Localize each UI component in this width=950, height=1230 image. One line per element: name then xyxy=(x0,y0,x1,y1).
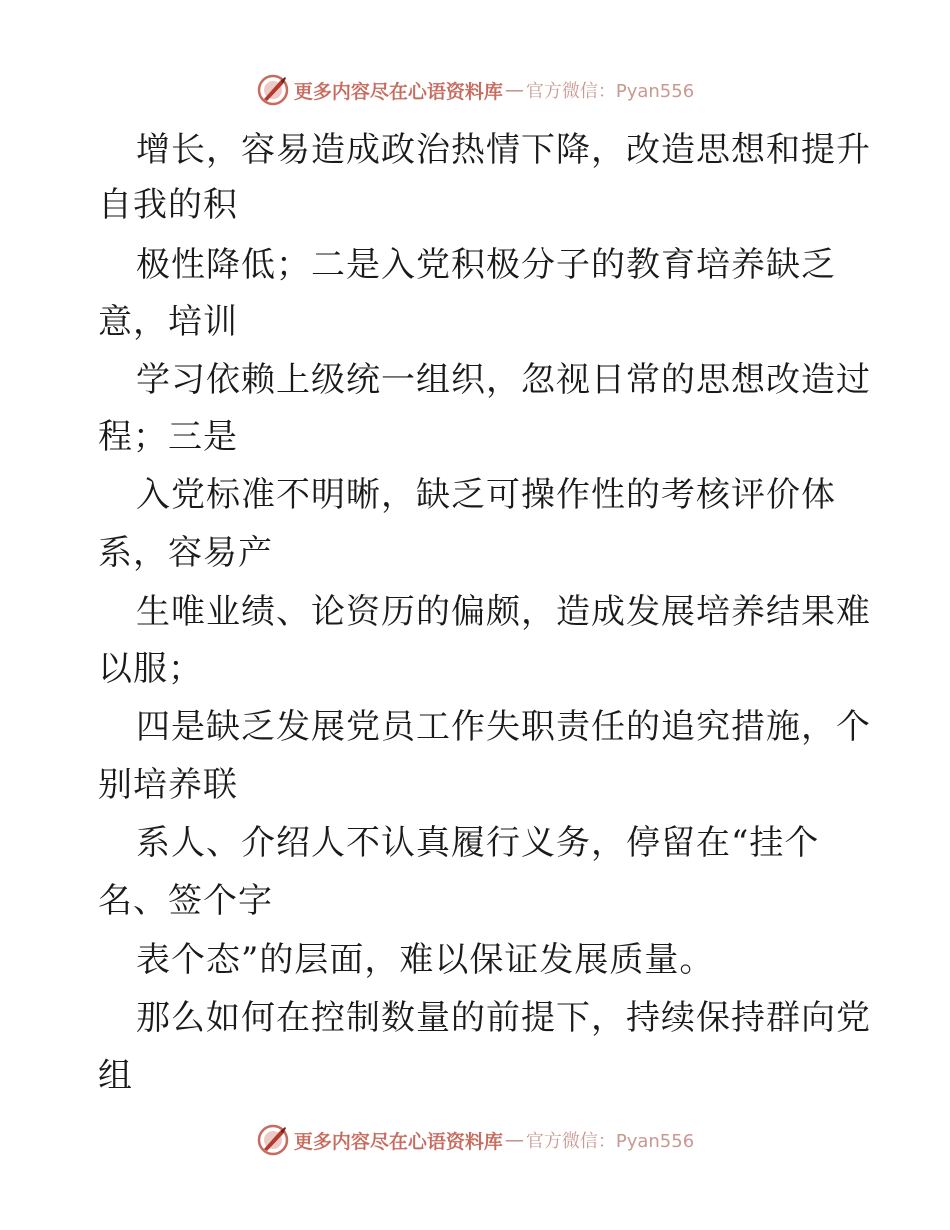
text-line: 表个态”的层面，难以保证发展质量。 xyxy=(136,940,715,980)
watermark-header xyxy=(0,70,950,110)
watermark-footer xyxy=(0,1120,950,1160)
quill-logo-icon xyxy=(256,73,290,107)
watermark-dash: — xyxy=(504,79,524,101)
watermark-main-text: 更多内容尽在心语资料库 xyxy=(293,80,503,103)
watermark-wechat-text: 官方微信：Pyan556 xyxy=(525,1131,695,1152)
text-line: 系，容易产 xyxy=(98,533,273,573)
text-line: 自我的积 xyxy=(98,185,238,225)
text-line: 以服； xyxy=(98,649,203,689)
text-line: 那么如何在控制数量的前提下，持续保持群向党 xyxy=(136,998,871,1038)
text-line: 学习依赖上级统一组织，忽视日常的思想改造过 xyxy=(136,360,871,400)
text-line: 四是缺乏发展党员工作失职责任的追究措施，个 xyxy=(136,707,871,747)
text-line: 增长，容易造成政治热情下降，改造思想和提升 xyxy=(136,130,871,170)
text-line: 程；三是 xyxy=(98,417,238,457)
quill-logo-icon xyxy=(256,1123,290,1157)
watermark-dash: — xyxy=(504,1129,524,1151)
watermark-wechat-text: 官方微信：Pyan556 xyxy=(525,81,695,102)
text-line: 生唯业绩、论资历的偏颇，造成发展培养结果难 xyxy=(136,592,871,632)
text-line: 意，培训 xyxy=(98,302,238,342)
text-line: 入党标准不明晰，缺乏可操作性的考核评价体 xyxy=(136,475,836,515)
text-line: 组 xyxy=(98,1056,133,1096)
watermark-main-text: 更多内容尽在心语资料库 xyxy=(293,1130,503,1153)
text-line: 系人、介绍人不认真履行义务，停留在“挂个 xyxy=(136,823,820,863)
text-line: 名、签个字 xyxy=(98,881,273,921)
text-line: 别培养联 xyxy=(98,765,238,805)
text-line: 极性降低；二是入党积极分子的教育培养缺乏 xyxy=(136,245,836,285)
